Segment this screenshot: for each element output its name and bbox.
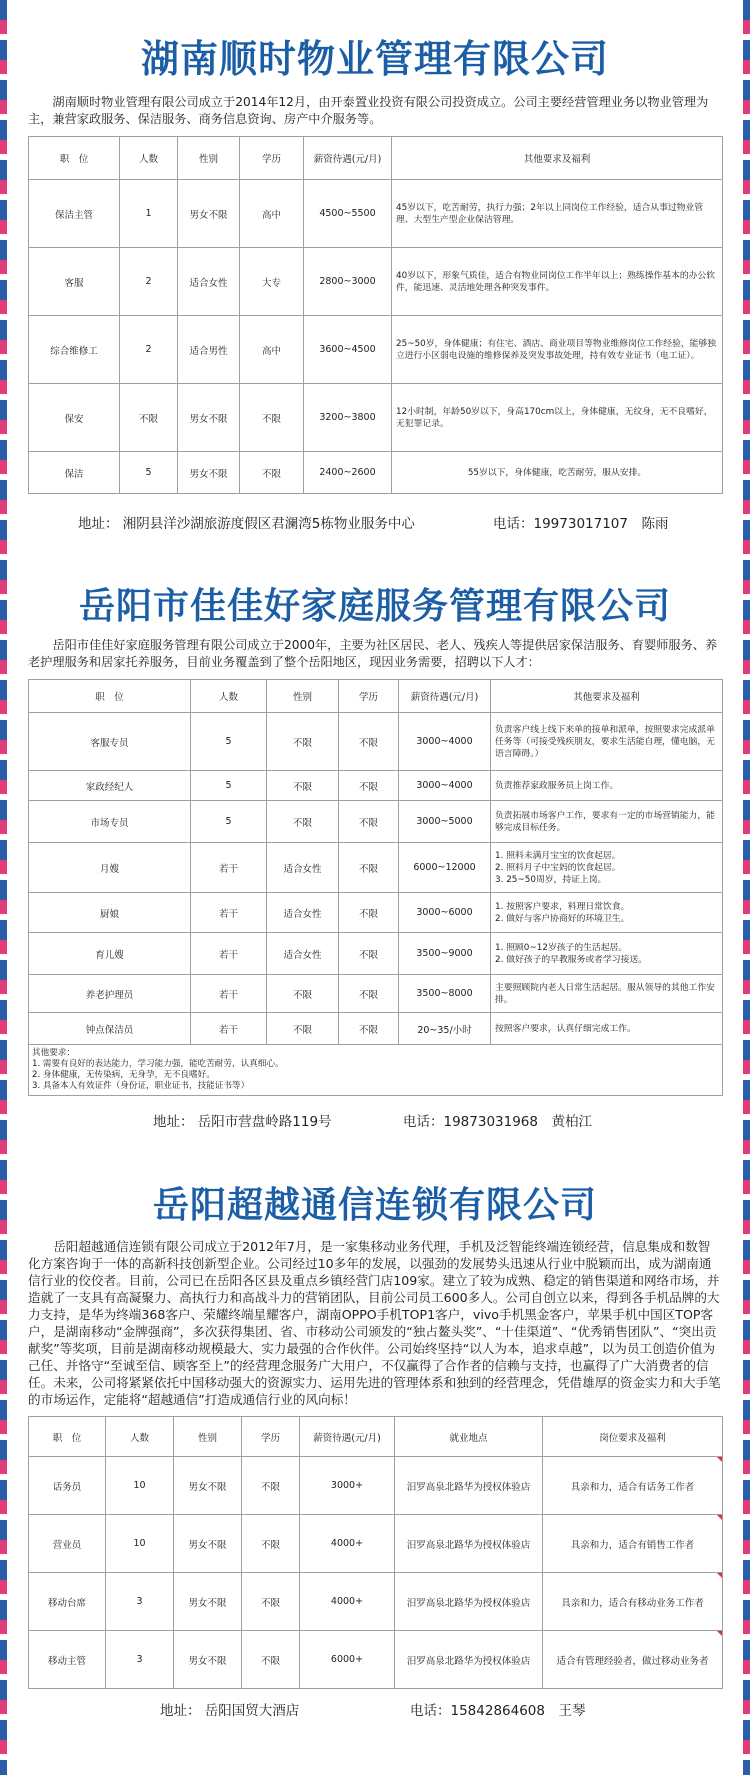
- cell-count: 若干: [191, 933, 267, 975]
- cell-count: 2: [120, 316, 178, 384]
- company-intro: 岳阳市佳佳好家庭服务管理有限公司成立于2000年，主要为社区居民、老人、残疾人等提供居家保洁服务、育婴师服务、养老护理服务和居家托养服务，目前业务覆盖到了整个岳阳地区，现因业务需要，招聘以下人才：: [28, 638, 718, 669]
- cell-education: 高中: [240, 180, 304, 248]
- cell-salary: 2400~2600: [304, 452, 392, 494]
- phone-text: 电话：19873031968 黄柏江: [403, 1114, 592, 1130]
- cell-count: 5: [191, 771, 267, 801]
- cell-gender: 不限: [267, 713, 339, 771]
- header-cell: 学历: [240, 137, 304, 180]
- cell-count: 1: [120, 180, 178, 248]
- cell-salary: 3000+: [300, 1457, 395, 1515]
- notes-line: 2. 身体健康，无传染病，无身孕，无不良嗜好。: [32, 1070, 215, 1080]
- cell-salary: 2800~3000: [304, 248, 392, 316]
- cell-count: 5: [120, 452, 178, 494]
- cell-requirements: 主要照顾院内老人日常生活起居。服从领导的其他工作安排。: [491, 975, 723, 1013]
- cell-count: 5: [191, 801, 267, 843]
- cell-salary: 20~35/小时: [399, 1013, 491, 1045]
- cell-position: 保洁主管: [29, 180, 120, 248]
- cell-salary: 4000+: [300, 1515, 395, 1573]
- header-cell: 性别: [178, 137, 240, 180]
- table-row: [29, 933, 723, 975]
- other-requirements: [29, 1045, 723, 1096]
- job-table: [28, 1416, 723, 1689]
- company-intro: 湖南顺时物业管理有限公司成立于2014年12月，由开泰置业投资有限公司投资成立。公司主要经营管理业务以物业管理为主，兼营家政服务、保洁服务、商务信息资询、房产中介服务等。: [28, 95, 709, 126]
- cell-salary: 6000+: [300, 1631, 395, 1689]
- cell-requirements: 负责客户线上线下来单的接单和派单，按照要求完成派单任务等（可接受残疾朋友，要求生活能自理，懂电脑，无语言障碍。）: [491, 713, 723, 771]
- cell-count: 3: [106, 1573, 174, 1631]
- cell-gender: 男女不限: [178, 384, 240, 452]
- right-decorative-stripe: [743, 0, 750, 1775]
- cell-gender: 男女不限: [174, 1457, 242, 1515]
- cell-requirements: 40岁以下，形象气质佳，适合有物业同岗位工作半年以上；熟练操作基本的办公软件，能迅速、灵活地处理各种突发事件。: [392, 248, 723, 316]
- table-row: [29, 248, 723, 316]
- cell-salary: 3000~4000: [399, 713, 491, 771]
- cell-gender: 男女不限: [178, 452, 240, 494]
- cell-count: 3: [106, 1631, 174, 1689]
- left-decorative-stripe: [0, 0, 7, 1775]
- cell-gender: 男女不限: [174, 1573, 242, 1631]
- phone-text: 电话：19973017107 陈雨: [493, 516, 669, 532]
- cell-position: 钟点保洁员: [29, 1013, 191, 1045]
- cell-position: 家政经纪人: [29, 771, 191, 801]
- company-title: 湖南顺时物业管理有限公司: [140, 37, 609, 81]
- cell-count: 若干: [191, 893, 267, 933]
- address-text: 地址： 湘阴县洋沙湖旅游度假区君澜湾5栋物业服务中心: [78, 516, 415, 532]
- notes-line: 3. 具备本人有效证件（身份证，职业证书，技能证书等）: [32, 1081, 250, 1091]
- header-cell: 薪资待遇(元/月): [300, 1417, 395, 1457]
- cell-gender: 适合女性: [267, 893, 339, 933]
- cell-salary: 3000~6000: [399, 893, 491, 933]
- cell-position: 保洁: [29, 452, 120, 494]
- address-text: 地址： 岳阳国贸大酒店: [160, 1703, 300, 1719]
- contact-line: [28, 1699, 722, 1719]
- cell-education: 大专: [240, 248, 304, 316]
- table-row: [29, 801, 723, 843]
- cell-education: 不限: [339, 893, 399, 933]
- header-cell: 岗位要求及福利: [543, 1417, 723, 1457]
- cell-requirements: 25~50岁，身体健康；有住宅、酒店、商业项目等物业维修岗位工作经验，能够独立进行小区弱电设施的维修保养及突发事故处理，持有效专业证书（电工证）。: [392, 316, 723, 384]
- table-header-row: [29, 1417, 723, 1457]
- company-title: 岳阳市佳佳好家庭服务管理有限公司: [78, 586, 671, 627]
- cell-location: 汨罗高泉北路华为授权体验店: [395, 1573, 543, 1631]
- table-row: [29, 893, 723, 933]
- cell-education: 不限: [339, 771, 399, 801]
- cell-education: 不限: [339, 975, 399, 1013]
- cell-education: 不限: [339, 933, 399, 975]
- cell-count: 5: [191, 713, 267, 771]
- company-section-shunshi: [28, 36, 722, 532]
- header-cell: 学历: [339, 680, 399, 713]
- contact-line: [28, 1110, 722, 1130]
- cell-requirements: 按照客户要求，认真仔细完成工作。: [491, 1013, 723, 1045]
- phone-text: 电话：15842864608 王琴: [410, 1703, 586, 1719]
- cell-gender: 适合女性: [178, 248, 240, 316]
- cell-count: 不限: [120, 384, 178, 452]
- cell-education: 不限: [242, 1457, 300, 1515]
- cell-requirements: 具亲和力，适合有移动业务工作者: [543, 1573, 723, 1631]
- cell-salary: 6000~12000: [399, 843, 491, 893]
- cell-position: 厨娘: [29, 893, 191, 933]
- cell-position: 育儿嫂: [29, 933, 191, 975]
- header-cell: 人数: [106, 1417, 174, 1457]
- table-row: [29, 1515, 723, 1573]
- cell-requirements: 适合有管理经验者，做过移动业务者: [543, 1631, 723, 1689]
- cell-education: 不限: [240, 452, 304, 494]
- cell-salary: 4500~5500: [304, 180, 392, 248]
- header-cell: 人数: [191, 680, 267, 713]
- cell-position: 移动台席: [29, 1573, 106, 1631]
- cell-salary: 3200~3800: [304, 384, 392, 452]
- table-row: [29, 1457, 723, 1515]
- cell-requirements: 具亲和力，适合有话务工作者: [543, 1457, 723, 1515]
- address-text: 地址： 岳阳市营盘岭路119号: [153, 1114, 332, 1130]
- cell-position: 话务员: [29, 1457, 106, 1515]
- company-section-chaoyue: [28, 1184, 722, 1719]
- header-cell: 薪资待遇(元/月): [304, 137, 392, 180]
- header-cell: 学历: [242, 1417, 300, 1457]
- cell-count: 若干: [191, 975, 267, 1013]
- cell-gender: 适合女性: [267, 843, 339, 893]
- header-cell: 性别: [267, 680, 339, 713]
- table-row: [29, 713, 723, 771]
- table-row: [29, 180, 723, 248]
- cell-gender: 不限: [267, 801, 339, 843]
- table-row: [29, 843, 723, 893]
- cell-requirements: 1. 照料未满月宝宝的饮食起居。 2. 照料月子中宝妈的饮食起居。 3. 25~50周岁，持证上岗。: [491, 843, 723, 893]
- notes-line: 1. 需要有良好的表达能力，学习能力强，能吃苦耐劳，认真细心。: [32, 1059, 284, 1069]
- company-intro: 岳阳超越通信连锁有限公司成立于2012年7月，是一家集移动业务代理，手机及泛智能终端连锁经营，信息集成和数智化方案咨询于一体的高新科技创新型企业。公司经过10多年的发展，以强劲的发展势头迅速从行业中脱颖而出，成为湖南通信行业的佼佼者。目前，公司已在岳阳各区县及重点乡镇经营门店109家。建立了较为成熟、稳定的销售渠道和网络市场，并造就了一支具有高凝聚力、高执行力和高战斗力的营销团队，目前公司员工600多人。公司自创立以来，得到各手机品牌的大力支持，是华为终端368客户、荣耀终端星耀客户，湖南OPPO手机TOP1客户，vivo手机黑金客户，苹果手机中国区TOP客户，是湖南移动“金牌强商”，多次获得集团、省、市移动公司颁发的“独占鳌头奖”、“十佳渠道”、“优秀销售团队”、“突出贡献奖”等奖项，目前是湖南移动规模最大、实力最强的合作伙伴。公司始终坚持“以人为本，追求卓越”，以为员工创造价值为己任、并恪守“至诚至信、顾客至上”的经营理念服务广大用户，不仅赢得了合作者的信赖与支持，也赢得了广大消费者的信任。未来，公司将紧紧依托中国移动强大的资源实力、运用先进的管理体系和独到的经营理念，凭借雄厚的资金实力和大手笔的市场运作，定能将“超越通信”打造成通信行业的风向标！: [28, 1239, 721, 1407]
- cell-requirements: 45岁以下，吃苦耐劳，执行力强；2年以上同岗位工作经验，适合从事过物业管理、大型生产型企业保洁管理。: [392, 180, 723, 248]
- contact-line: [28, 512, 722, 532]
- cell-requirements: 55岁以下，身体健康，吃苦耐劳，服从安排。: [392, 452, 723, 494]
- table-row: [29, 452, 723, 494]
- table-row: [29, 384, 723, 452]
- cell-requirements: 1. 照顾0~12岁孩子的生活起居。 2. 做好孩子的早教服务或者学习接送。: [491, 933, 723, 975]
- header-cell: 职 位: [29, 137, 120, 180]
- cell-position: 营业员: [29, 1515, 106, 1573]
- table-row: [29, 316, 723, 384]
- table-row: [29, 975, 723, 1013]
- cell-education: 不限: [339, 843, 399, 893]
- cell-requirements: 具亲和力，适合有销售工作者: [543, 1515, 723, 1573]
- cell-salary: 3500~8000: [399, 975, 491, 1013]
- company-section-jiajiahao: [28, 585, 722, 1130]
- table-row: [29, 1573, 723, 1631]
- job-table: [28, 136, 723, 494]
- cell-gender: 男女不限: [178, 180, 240, 248]
- cell-education: 不限: [240, 384, 304, 452]
- cell-education: 不限: [242, 1515, 300, 1573]
- header-cell: 人数: [120, 137, 178, 180]
- cell-gender: 不限: [267, 975, 339, 1013]
- cell-education: 不限: [339, 1013, 399, 1045]
- cell-position: 养老护理员: [29, 975, 191, 1013]
- header-cell: 薪资待遇(元/月): [399, 680, 491, 713]
- header-cell: 职 位: [29, 680, 191, 713]
- cell-location: 汨罗高泉北路华为授权体验店: [395, 1631, 543, 1689]
- cell-requirements: 12小时制，年龄50岁以下，身高170cm以上，身体健康，无纹身，无不良嗜好，无犯罪记录。: [392, 384, 723, 452]
- cell-salary: 4000+: [300, 1573, 395, 1631]
- cell-requirements: 负责推荐家政服务员上岗工作。: [491, 771, 723, 801]
- cell-position: 市场专员: [29, 801, 191, 843]
- cell-education: 不限: [242, 1573, 300, 1631]
- cell-education: 不限: [242, 1631, 300, 1689]
- cell-salary: 3600~4500: [304, 316, 392, 384]
- table-header-row: [29, 680, 723, 713]
- cell-gender: 适合男性: [178, 316, 240, 384]
- cell-salary: 3000~5000: [399, 801, 491, 843]
- table-header-row: [29, 137, 723, 180]
- company-title: 岳阳超越通信连锁有限公司: [152, 1185, 597, 1226]
- cell-location: 汨罗高泉北路华为授权体验店: [395, 1457, 543, 1515]
- cell-salary: 3000~4000: [399, 771, 491, 801]
- header-cell: 职 位: [29, 1417, 106, 1457]
- cell-position: 月嫂: [29, 843, 191, 893]
- cell-count: 10: [106, 1515, 174, 1573]
- header-cell: 其他要求及福利: [491, 680, 723, 713]
- notes-row: [29, 1045, 723, 1096]
- cell-position: 客服: [29, 248, 120, 316]
- cell-requirements: 负责拓展市场客户工作，要求有一定的市场营销能力，能够完成目标任务。: [491, 801, 723, 843]
- cell-count: 若干: [191, 843, 267, 893]
- cell-gender: 适合女性: [267, 933, 339, 975]
- cell-position: 客服专员: [29, 713, 191, 771]
- header-cell: 性别: [174, 1417, 242, 1457]
- cell-requirements: 1. 按照客户要求，料理日常饮食。 2. 做好与客户协商好的环境卫生。: [491, 893, 723, 933]
- header-cell: 就业地点: [395, 1417, 543, 1457]
- cell-location: 汨罗高泉北路华为授权体验店: [395, 1515, 543, 1573]
- table-row: [29, 1631, 723, 1689]
- cell-gender: 男女不限: [174, 1631, 242, 1689]
- cell-gender: 不限: [267, 771, 339, 801]
- cell-education: 不限: [339, 801, 399, 843]
- header-cell: 其他要求及福利: [392, 137, 723, 180]
- cell-position: 移动主管: [29, 1631, 106, 1689]
- cell-position: 综合维修工: [29, 316, 120, 384]
- cell-education: 不限: [339, 713, 399, 771]
- cell-gender: 不限: [267, 1013, 339, 1045]
- table-row: [29, 1013, 723, 1045]
- cell-count: 2: [120, 248, 178, 316]
- cell-position: 保安: [29, 384, 120, 452]
- cell-gender: 男女不限: [174, 1515, 242, 1573]
- job-table: [28, 679, 723, 1096]
- cell-education: 高中: [240, 316, 304, 384]
- cell-count: 10: [106, 1457, 174, 1515]
- notes-line: 其他要求：: [32, 1048, 75, 1058]
- table-row: [29, 771, 723, 801]
- cell-salary: 3500~9000: [399, 933, 491, 975]
- cell-count: 若干: [191, 1013, 267, 1045]
